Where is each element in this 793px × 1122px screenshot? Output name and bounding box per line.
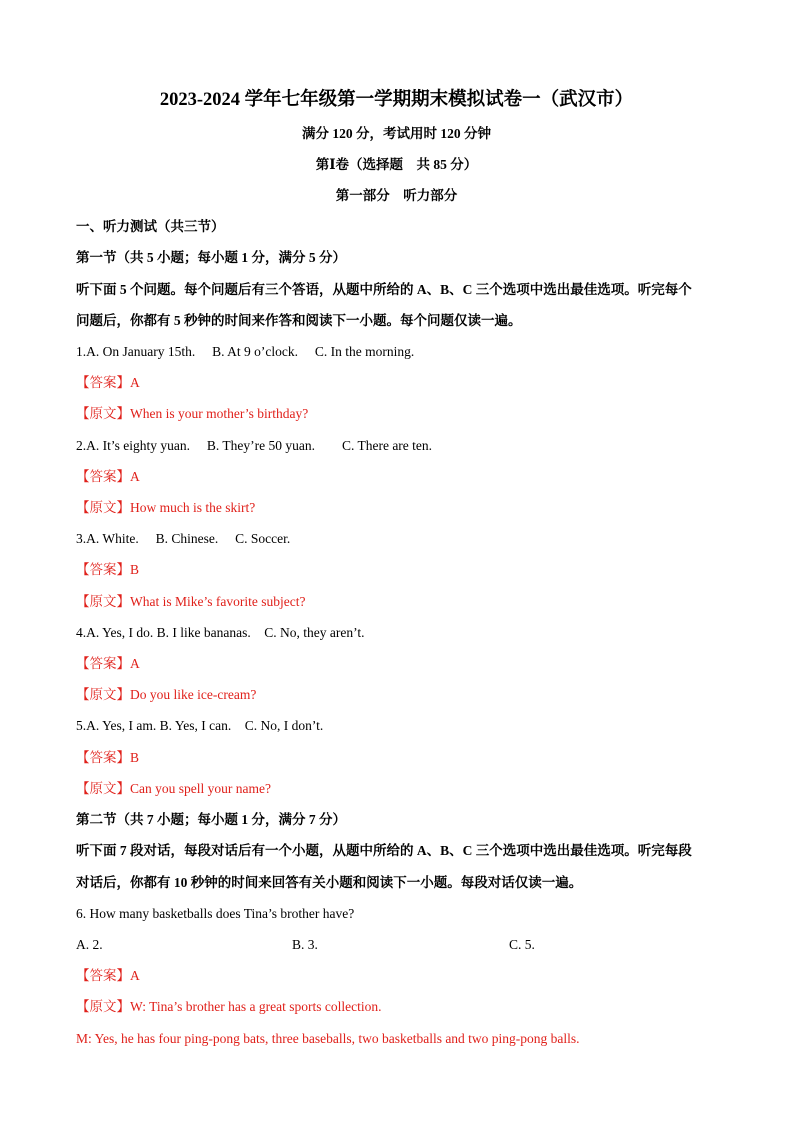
question-3-script: 【原文】What is Mike’s favorite subject?	[76, 594, 306, 609]
question-6-option-c: C. 5.	[509, 937, 535, 952]
question-5-script: 【原文】Can you spell your name?	[76, 781, 271, 796]
question-2-script: 【原文】How much is the skirt?	[76, 500, 256, 515]
question-6-script-line1: 【原文】W: Tina’s brother has a great sports collection.	[76, 999, 382, 1014]
section2-instruction-line2: 对话后，你都有 10 秒钟的时间来回答有关小题和阅读下一小题。每段对话仅读一遍。	[76, 875, 583, 890]
question-4-answer: 【答案】A	[76, 656, 140, 671]
question-5-answer: 【答案】B	[76, 750, 140, 765]
part-heading: 第一部分 听力部分	[335, 188, 458, 203]
section1-instruction-line1: 听下面 5 个问题。每个问题后有三个答语，从题中所给的 A、B、C 三个选项中选出最佳选项。听完每个	[76, 282, 692, 297]
exam-title: 2023-2024 学年七年级第一学期期末模拟试卷一（武汉市）	[159, 90, 634, 110]
question-5-options: 5.A. Yes, I am. B. Yes, I can. C. No, I don’t.	[76, 718, 324, 733]
question-4-script: 【原文】Do you like ice-cream?	[76, 687, 257, 702]
question-6-option-a: A. 2.	[76, 937, 103, 952]
question-6-option-b: B. 3.	[292, 937, 318, 952]
question-6-answer: 【答案】A	[76, 968, 140, 983]
question-3-options: 3.A. White. B. Chinese. C. Soccer.	[76, 531, 291, 546]
volume-heading: 第Ⅰ卷（选择题 共 85 分）	[315, 157, 478, 172]
section1-heading: 第一节（共 5 小题；每小题 1 分，满分 5 分）	[76, 250, 346, 265]
question-6-script-line2: M: Yes, he has four ping-pong bats, three baseballs, two basketballs and two ping-pong balls.	[76, 1031, 580, 1046]
question-1-options: 1.A. On January 15th. B. At 9 o’clock. C. In the morning.	[76, 344, 415, 359]
question-2-answer: 【答案】A	[76, 469, 140, 484]
section2-instruction-line1: 听下面 7 段对话，每段对话后有一个小题，从题中所给的 A、B、C 三个选项中选出最佳选项。听完每段	[76, 843, 692, 858]
section1-instruction-line2: 问题后，你都有 5 秒钟的时间来作答和阅读下一小题。每个问题仅读一遍。	[76, 313, 522, 328]
section-title: 一、听力测试（共三节）	[76, 219, 225, 234]
question-1-script: 【原文】When is your mother’s birthday?	[76, 406, 309, 421]
exam-subtitle: 满分 120 分，考试用时 120 分钟	[302, 126, 491, 141]
section2-heading: 第二节（共 7 小题；每小题 1 分，满分 7 分）	[76, 812, 346, 827]
question-2-options: 2.A. It’s eighty yuan. B. They’re 50 yuan. C. There are ten.	[76, 438, 433, 453]
question-3-answer: 【答案】B	[76, 562, 140, 577]
question-4-options: 4.A. Yes, I do. B. I like bananas. C. No, they aren’t.	[76, 625, 365, 640]
question-6-stem: 6. How many basketballs does Tina’s brother have?	[76, 906, 355, 921]
question-1-answer: 【答案】A	[76, 375, 140, 390]
